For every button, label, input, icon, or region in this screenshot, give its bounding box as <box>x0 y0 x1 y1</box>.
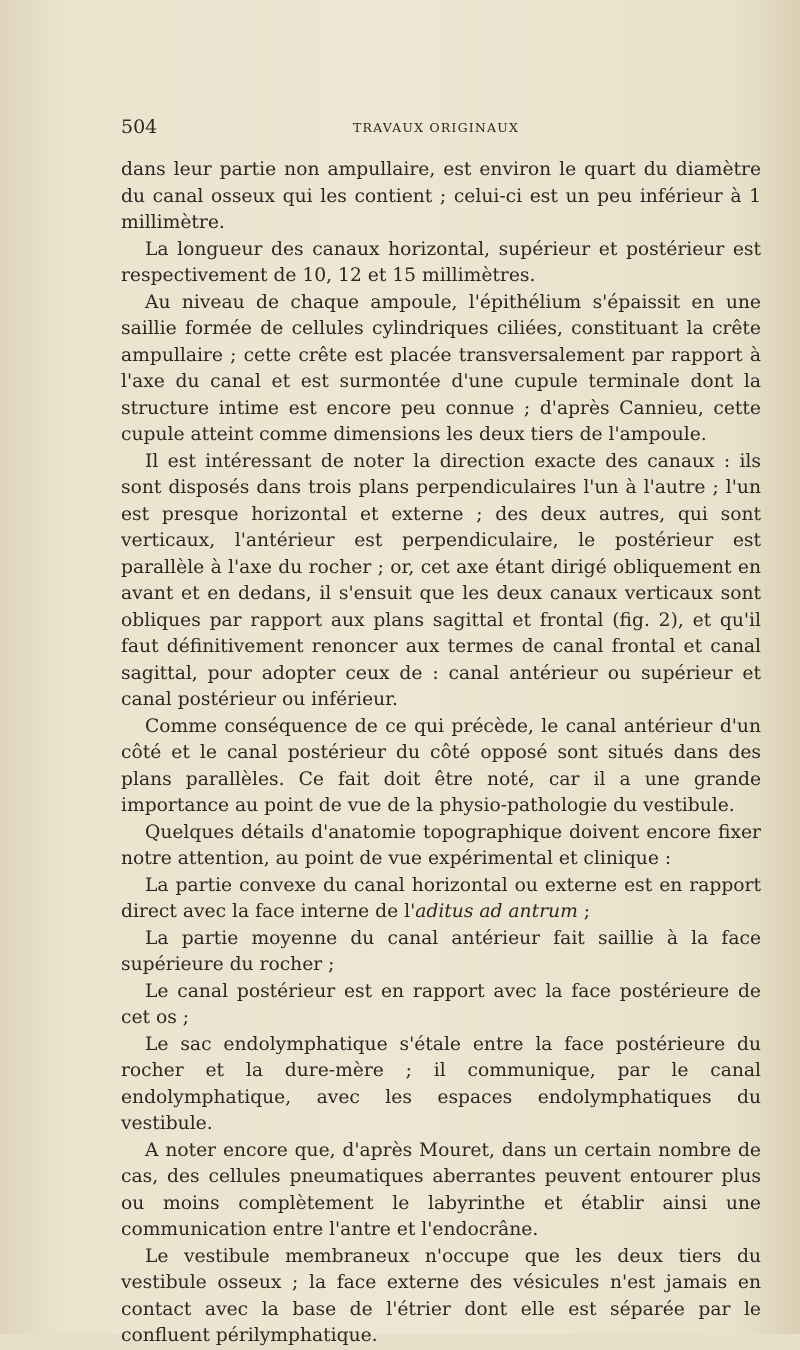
italic-term: aditus ad antrum <box>415 901 578 922</box>
page-number: 504 <box>121 116 158 138</box>
paragraph: A noter encore que, d'après Mouret, dans un certain nombre de cas, des cellules pneumatiques aberrantes peuvent entourer plus ou moins complètement le labyrinthe et établir ainsi une communication entre l'antre et l'endocrâne. <box>121 1139 761 1240</box>
paragraph: Le vestibule membraneux n'occupe que les deux tiers du vestibule osseux ; la face externe des vésicules n'est jamais en contact avec la base de l'étrier dont elle est séparée par le confluent périlymphatique. <box>121 1245 761 1346</box>
page-header <box>121 116 762 146</box>
paragraph: Le sac endolymphatique s'étale entre la face postérieure du rocher et la dure-mère ; il communique, par le canal endolymphatique, avec les espaces endolymphatiques du vestibule. <box>121 1033 761 1134</box>
paragraph: Au niveau de chaque ampoule, l'épithélium s'épaissit en une saillie formée de cellules cylindriques ciliées, constituant la crête ampullaire ; cette crête est placée transversalement par rapport à l'axe du canal et est surmontée d'une cupule terminale dont la structure intime est encore peu connue ; d'après Cannieu, cette cupule atteint comme dimensions les deux tiers de l'ampoule. <box>121 291 761 445</box>
paragraph: Comme conséquence de ce qui précède, le canal antérieur d'un côté et le canal postérieur du côté opposé sont situés dans des plans parallèles. Ce fait doit être noté, car il a une grande importance au point de vue de la physio-pathologie du vestibule. <box>121 715 761 816</box>
paragraph: La partie moyenne du canal antérieur fait saillie à la face supérieure du rocher ; <box>121 927 761 975</box>
paragraph: La longueur des canaux horizontal, supérieur et postérieur est respectivement de 10, 12 et 15 millimètres. <box>121 238 761 286</box>
paragraph: La partie convexe du canal horizontal ou externe est en rapport direct avec la face interne de l'aditus ad antrum ; <box>121 874 761 922</box>
paragraph: dans leur partie non ampullaire, est environ le quart du diamètre du canal osseux qui les contient ; celui-ci est un peu inférieur à 1 millimètre. <box>121 159 761 233</box>
paragraph: Quelques détails d'anatomie topographique doivent encore fixer notre attention, au point de vue expérimental et clinique : <box>121 821 761 869</box>
paragraph: Il est intéressant de noter la direction exacte des canaux : ils sont disposés dans trois plans perpendiculaires l'un à l'autre ; l'un est presque horizontal et externe ; des deux autres, qui sont verticaux, l'antérieur est perpendiculaire, le postérieur est parallèle à l'axe du rocher ; or, cet axe étant dirigé obliquement en avant et en dedans, il s'ensuit que les deux canaux verticaux sont obliques par rapport aux plans sagittal et frontal (fig. 2), et qu'il faut définitivement renoncer aux termes de canal frontal et canal sagittal, pour adopter ceux de : canal antérieur ou supérieur et canal postérieur ou inférieur. <box>121 450 761 710</box>
paragraph: Le canal postérieur est en rapport avec la face postérieure de cet os ; <box>121 980 761 1028</box>
body-text <box>121 157 761 1350</box>
running-title: TRAVAUX ORIGINAUX <box>353 120 520 135</box>
